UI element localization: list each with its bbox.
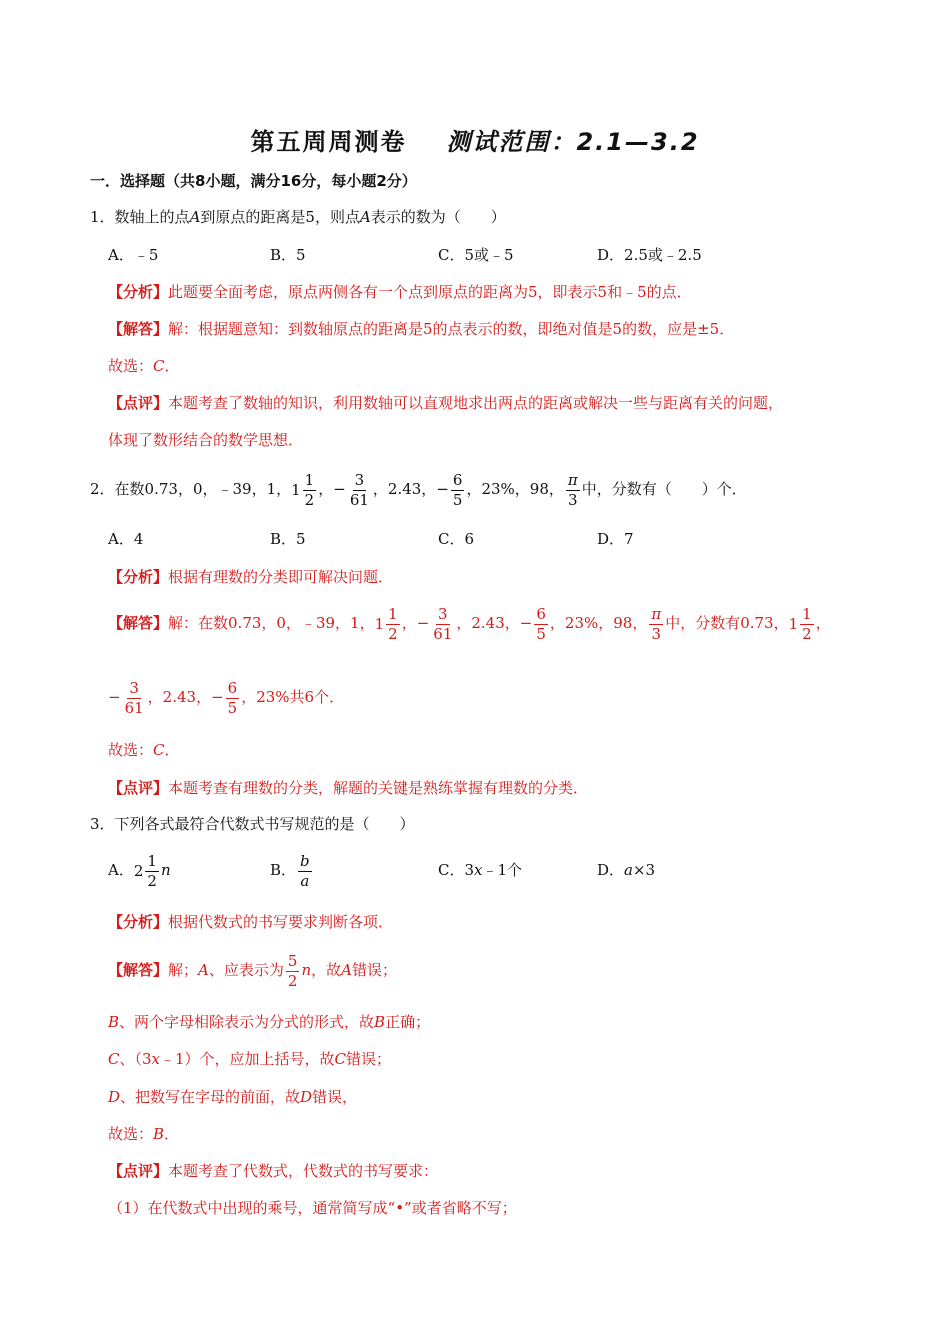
- fraction: $\frac{6}{5}$: [227, 678, 238, 717]
- fraction: $\frac{1}{2}$: [802, 604, 812, 643]
- q1-choice: 故选：C．: [108, 357, 180, 375]
- q3-solution-c: C、（3x﹣1）个，应加上括号，故C错误；: [108, 1050, 392, 1068]
- q2-option-d: D．7: [597, 530, 634, 548]
- question-1-stem: 1．数轴上的点A到原点的距离是5，则点A表示的数为（ ）: [90, 208, 506, 226]
- fraction: $\frac{6}{5}$: [452, 470, 463, 509]
- q3-solution-b: B、两个字母相除表示为分式的形式，故B正确；: [108, 1013, 431, 1031]
- q2-solution-cont: − $\frac{3}{61}$ ，2.43，− $\frac{6}{5}$ ，23%共6个．: [108, 678, 345, 717]
- q1-comment-cont: 体现了数形结合的数学思想．: [108, 431, 304, 449]
- q1-option-d: D．2.5或﹣2.5: [597, 246, 702, 264]
- fraction: $\frac{1}{2}$: [304, 470, 315, 509]
- fraction: $\frac{\pi}{3}$: [567, 470, 578, 509]
- fraction: $\frac{3}{61}$: [349, 470, 369, 509]
- q3-option-d: D．a×3: [597, 861, 656, 879]
- fraction: $\frac{6}{5}$: [536, 604, 546, 643]
- q2-comment: 【点评】本题考查有理数的分类，解题的关键是熟练掌握有理数的分类．: [108, 779, 589, 797]
- q2-choice: 故选：C．: [108, 741, 180, 759]
- q1-option-a: A．﹣5: [108, 246, 159, 264]
- fraction: $\frac{3}{61}$: [124, 678, 144, 717]
- q2-solution: 【解答】解：在数0.73，0，﹣39，1，1 $\frac{1}{2}$ ，− $\frac{3}{61}$ ，2.43，− $\frac{6}{5}$ ，23%，98， $\frac{\pi}{3}$ 中，分数有0.73，1 $\frac{1}{2}$ ，: [108, 604, 831, 643]
- question-2-stem: 2．在数0.73，0，﹣39，1，1 $\frac{1}{2}$ ，− $\frac{3}{61}$ ，2.43，− $\frac{6}{5}$ ，23%，98， $\frac{\pi}{3}$ 中，分数有（ ）个．: [90, 470, 747, 509]
- q3-solution-d: D、把数写在字母的前面，故D错误，: [108, 1088, 358, 1106]
- q2-option-b: B．5: [270, 530, 306, 548]
- q3-analysis: 【分析】根据代数式的书写要求判断各项．: [108, 913, 394, 931]
- page-title: [0, 126, 950, 158]
- q1-option-b: B．5: [270, 246, 306, 264]
- q3-option-c: C．3x﹣1个: [438, 861, 523, 879]
- title-main: 第五周周测卷: [250, 128, 407, 156]
- q3-option-a: A．2 $\frac{1}{2}$ n: [108, 851, 171, 890]
- q1-option-c: C．5或﹣5: [438, 246, 514, 264]
- q2-option-a: A．4: [108, 530, 144, 548]
- fraction: $\frac{5}{2}$: [287, 951, 298, 990]
- q3-rule-1: （1）在代数式中出现的乘号，通常简写成“•”或者省略不写；: [108, 1199, 517, 1217]
- q3-option-b: B． $\frac{b}{a}$: [270, 851, 310, 890]
- q2-option-c: C．6: [438, 530, 475, 548]
- q2-analysis: 【分析】根据有理数的分类即可解决问题．: [108, 568, 394, 586]
- fraction: $\frac{\pi}{3}$: [651, 604, 662, 643]
- fraction: $\frac{3}{61}$: [433, 604, 453, 643]
- question-3-stem: 3．下列各式最符合代数式书写规范的是（ ）: [90, 815, 415, 833]
- q3-choice: 故选：B．: [108, 1125, 180, 1143]
- q1-comment: 【点评】本题考查了数轴的知识，利用数轴可以直观地求出两点的距离或解决一些与距离有关的问题，: [108, 394, 784, 412]
- title-range: 测试范围：2.1—3.2: [446, 128, 700, 156]
- fraction: $\frac{1}{2}$: [388, 604, 398, 643]
- q1-solution: 【解答】解：根据题意知：到数轴原点的距离是5的点表示的数，即绝对值是5的数，应是±5．: [108, 320, 735, 338]
- q3-solution: 【解答】解；A、应表示为 $\frac{5}{2}$ n，故A错误；: [108, 951, 397, 990]
- q1-analysis: 【分析】此题要全面考虑，原点两侧各有一个点到原点的距离为5，即表示5和﹣5的点．: [108, 283, 692, 301]
- section-heading: 一．选择题（共8小题，满分16分，每小题2分）: [90, 172, 417, 190]
- fraction: $\frac{1}{2}$: [147, 851, 157, 890]
- fraction: $\frac{b}{a}$: [300, 851, 310, 890]
- q3-comment: 【点评】本题考查了代数式，代数式的书写要求：: [108, 1162, 439, 1180]
